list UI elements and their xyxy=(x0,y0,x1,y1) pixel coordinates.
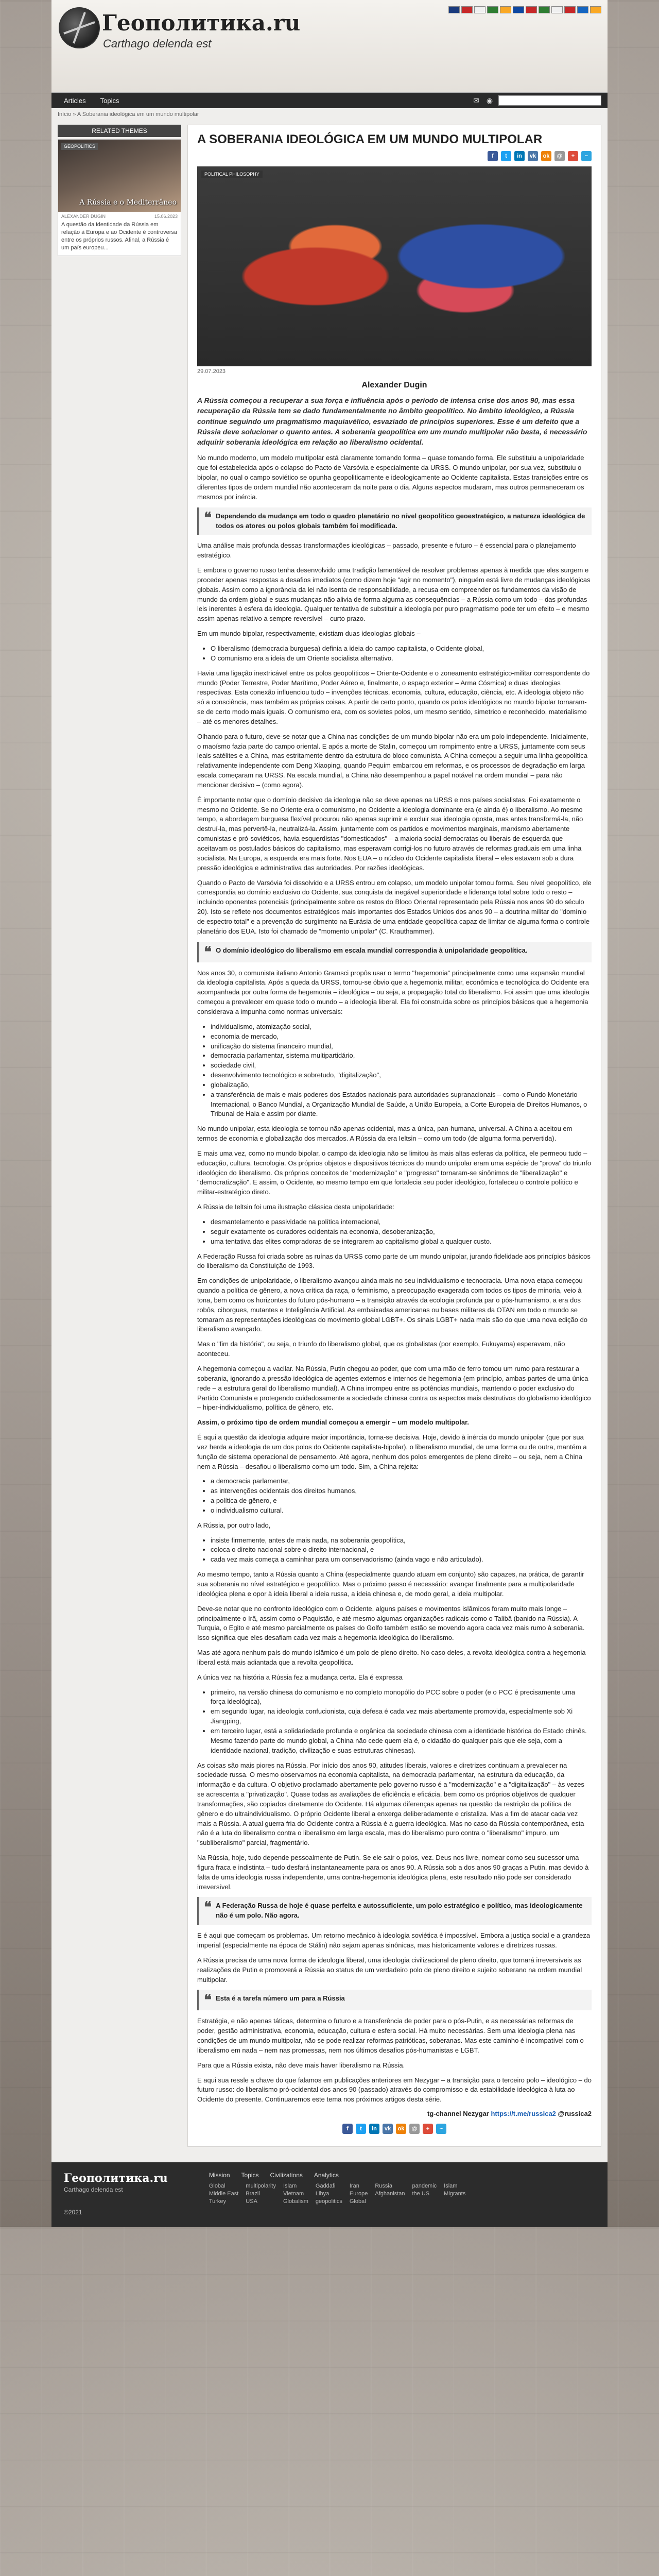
footer-logo[interactable]: Геополитика.ru xyxy=(64,2172,168,2185)
list-item: • globalização, xyxy=(211,1080,592,1090)
pull-quote-text: O domínio ideológico do liberalismo em escala mundial correspondia à unipolaridade geopolítica. xyxy=(216,946,528,954)
paragraph: Estratégia, e não apenas táticas, determina o futuro e a transferência de poder para o pós-Putin, e as necessárias reformas de poder, gestão administrativa, economia, educação, cultura e esfera social. Há muito necessárias. Sem uma ideologia plena nas condições de um mundo multipolar, não se pode realizar reformas patrióticas, soberanas. Mas este caminho é incompatível com o liberalismo em nada – nem nas promessas, nem nos últimos desafios pós-humanistas e LGBT. xyxy=(197,2017,584,2054)
quote-icon: ❝ xyxy=(204,1991,212,2009)
paragraph: Uma análise mais profunda dessas transformações ideológicas – passado, presente e futuro – é essencial para o planejamento estratégico. xyxy=(197,541,576,560)
language-flag-icon[interactable] xyxy=(487,6,498,13)
nav-topics[interactable]: Topics xyxy=(100,96,119,105)
share-button[interactable]: + xyxy=(423,2124,433,2134)
footer-tag-link[interactable]: pandemic xyxy=(412,2183,437,2190)
share-bar-bottom xyxy=(197,2124,592,2134)
paragraph: A Rússia de Ieltsin foi uma ilustração clássica desta unipolaridade: xyxy=(197,1203,394,1211)
paragraph: E embora o governo russo tenha desenvolvido uma tradição lamentável de resolver problemas apenas à medida que eles surgem e proceder apenas respostas a desafios imediatos (como dizem hoje "agir no momento"), ninguém está livre de mudanças ideológicas globais. Assim como a ignorância da lei não isenta de responsabilidade, a recusa em compreender os fundamentos da visão de mundo da ordem global e suas mudanças não alivia de forma alguma as consequências – a Rússia como um todo – das profundas leis inerentes à esfera da ideologia. Qualquer tentativa de substituir a ideologia por puro pragmatismo pode ter um efeito – e mesmo assim apenas relativo a sempre reversível – curto prazo. xyxy=(197,566,591,623)
paragraph: É aqui a questão da ideologia adquire maior importância, torna-se decisiva. Hoje, devido à inércia do mundo unipolar (que por sua vez herda a ideologia de um dos polos do Ocidente capitalista-bipolar), o liberalismo mundial, de uma forma ou de outra, mantém a função de sistema operacional de pensamento. Até agora, nenhum dos polos emergentes de pleno direito – ou seja, nem a China nem a Rússia – desafiou o liberalismo como um todo. Sim, a China rejeita: xyxy=(197,1433,587,1470)
list-item: • as intervenções ocidentais dos direitos humanos, xyxy=(211,1486,592,1496)
article-category-label[interactable]: POLITICAL PHILOSOPHY xyxy=(201,171,263,178)
paragraph: Olhando para o futuro, deve-se notar que a China nas condições de um mundo bipolar não era um polo independente. Inicialmente, o maoísmo fazia parte do campo oriental. E após a morte de Stalin, começou um rompimento entre a URSS, juntamente com seus leais satélites e a China, mas estritamente dentro da estrutura do bloco comunista. A China começou a seguir uma linha geopolítica relativamente independente com Deng Xiaoping, quando Pequim embarcou em reformas, e os processos de degradação em larga escala começaram na URSS. Na escala mundial, a China não desempenhou a papel notável na ordem mundial – para não mencionar decisivo – (como agora). xyxy=(197,732,588,789)
share-button[interactable]: + xyxy=(568,151,578,161)
footer-tag-link[interactable]: Europe xyxy=(349,2191,368,2197)
list-item: • a democracia parlamentar, xyxy=(211,1477,592,1486)
paragraph: Mas até agora nenhum país do mundo islâmico é um polo de pleno direito. No caso deles, a revolta ideológica contra a hegemonia liberal está mais adiantada que a revolta geopolítica. xyxy=(197,1649,586,1666)
paragraph: A única vez na história a Rússia fez a mudança certa. Ela é expressa xyxy=(197,1673,403,1681)
related-article-author[interactable]: ALEXANDER DUGIN xyxy=(61,214,106,219)
share-button[interactable]: vk xyxy=(383,2124,393,2134)
telegram-handle: @russica2 xyxy=(558,2110,592,2118)
paragraph: E aqui sua ressle a chave do que falamos em publicações anteriores em Nezygar – a transição para o terceiro polo – ideológico – do futuro russo: do liberalismo pró-ocidental dos anos 90 (passado) através do compromisso e da estabilidade ideológica à luta ao Ocidente do presente. Continuaremos este tema nos próximos artigos desta série. xyxy=(197,2076,592,2104)
paragraph: A hegemonia começou a vacilar. Na Rússia, Putin chegou ao poder, que com uma mão de ferro tomou um rumo para restaurar a soberania, ignorando a pressão ideológica de agentes externos e internos de hegemonia (em princípio, ambas partes de uma única rede – a estrutura geral do liberalismo mundial). A China irrompeu entre as potências mundiais, mantendo o poder exclusivo do Partido Comunista e protegendo cuidadosamente a sociedade chinesa contra os aspectos mais destrutivos do globalismo ideológico – hiper-individualismo, política de gênero, etc. xyxy=(197,1364,591,1412)
paragraph: A Rússia precisa de uma nova forma de ideologia liberal, uma ideologia civilizacional de pleno direito, que tornará irreversíveis as realizações de Putin e promoverá a Rússia ao status de um verdadeiro polo de pleno direito e sujeito soberano na ordem mundial multipolar. xyxy=(197,1956,582,1984)
bullet-list xyxy=(211,1022,592,1119)
article-hero-image xyxy=(197,166,592,366)
footer-tag-link[interactable]: Islam xyxy=(283,2183,297,2190)
site-title[interactable]: Геополитика.ru xyxy=(102,10,301,36)
paragraph: É importante notar que o domínio decisivo da ideologia não se deve apenas na URSS e nos países socialistas. Foi exatamente o mesmo no Ocidente. Se no Oriente era o comunismo, no Ocidente a ideologia dominante era (e ainda é) o liberalismo. Ao mesmo tempo, a abordagem burguesa flexível procurou não apenas suprimir e excluir sua ideologia oposta, mas antes transformá-la, não destruí-la, mas pervertê-la, neutralizá-la. Assim, juntamente com os partidos e movimentos marginais, marxismo abertamente comunistas e pró-soviéticos, havia esquerdistas "domesticados" – a maioria social-democratas ou liberais de esquerda que aceitavam os postulados básicos do capitalismo, mas esperavam corrigi-los no futuro através de reformas graduais em uma linha socialista. Na Europa, a esquerda era mais forte. Nos EUA – o núcleo do Ocidente capitalista liberal – eles estavam sob a dura pressão ideológica e administrativa das autoridades. Por razões ideológicas. xyxy=(197,795,583,872)
list-item: • seguir exatamente os curadores ocidentais na economia, desoberanização, xyxy=(211,1227,592,1237)
share-button[interactable]: in xyxy=(514,151,525,161)
language-flag-icon[interactable] xyxy=(590,6,601,13)
footer-tag-link[interactable]: Gaddafi xyxy=(315,2183,336,2190)
list-item: • o individualismo cultural. xyxy=(211,1506,592,1516)
footer-tag-link[interactable]: Middle East xyxy=(209,2191,239,2197)
telegram-link[interactable]: https://t.me/russica2 xyxy=(491,2110,556,2118)
list-item: • a transferência de mais e mais poderes dos Estados nacionais para autoridades supranacionais – como o Fundo Monetário Internacional, o Banco Mundial, a Organização Mundial de Saúde, a União Europeia, a Corte Europeia de Direitos Humanos, o Tribunal de Haia e assim por diante. xyxy=(211,1090,592,1120)
pull-quote xyxy=(197,507,592,535)
search-input[interactable] xyxy=(498,95,601,106)
paragraph: Deve-se notar que no confronto ideológico com o Ocidente, alguns países e movimentos islâmicos foram muito mais longe – principalmente o Irã, assim como o Paquistão, e até mesmo algumas organizações radicais como o Talibã (banido na Rússia). A Turquia, o Egito e até mesmo parcialmente os países do Golfo também estão se movendo agora cada vez mais rumo à soberania. Isso significa que eles desafiam cada vez mais a hegemonia ideológica do liberalismo. xyxy=(197,1604,585,1642)
article-author[interactable]: Alexander Dugin xyxy=(361,381,427,389)
list-item: • individualismo, atomização social, xyxy=(211,1022,592,1032)
nav-tools xyxy=(472,95,601,106)
nav-articles[interactable]: Articles xyxy=(64,96,86,105)
paragraph: Na Rússia, hoje, tudo depende pessoalmente de Putin. Se ele sair o polos, vez. Deus nos livre, nomear como seu sucessor uma figura fraca e indistinta – tudo desfará instantaneamente para os anos 90. A Rússia sob a dos anos 90 graças a Putin, mas devido à falta de uma ideologia russa independente, uma contra-hegemonia ideológica plena, este resultado não pode ser considerado irreversível. xyxy=(197,1854,589,1891)
footer-tag-link[interactable]: Afghanistan xyxy=(375,2191,405,2197)
list-item: • coloca o direito nacional sobre o direito internacional, e xyxy=(211,1545,592,1555)
content-area xyxy=(51,121,608,2162)
related-article-image[interactable] xyxy=(58,140,181,212)
language-flag-icon[interactable] xyxy=(564,6,576,13)
share-button[interactable]: vk xyxy=(528,151,538,161)
share-button[interactable]: @ xyxy=(409,2124,420,2134)
site-tagline: Carthago delenda est xyxy=(103,37,212,50)
list-item: • cada vez mais começa a caminhar para um conservadorismo (ainda vago e não articulado). xyxy=(211,1555,592,1565)
article-title: A SOBERANIA IDEOLÓGICA EM UM MUNDO MULTIPOLAR xyxy=(197,132,543,146)
footer-tag-link[interactable]: Vietnam xyxy=(283,2191,304,2197)
footer-links xyxy=(209,2172,466,2216)
mail-icon[interactable]: ✉ xyxy=(473,96,479,105)
share-button[interactable]: in xyxy=(369,2124,379,2134)
related-article-meta xyxy=(58,212,181,221)
related-article-card[interactable] xyxy=(58,139,181,256)
footer-tag-link[interactable]: Global xyxy=(209,2183,226,2190)
footer-tagline: Carthago delenda est xyxy=(64,2186,123,2194)
share-button[interactable]: ~ xyxy=(581,151,592,161)
paragraph: Ao mesmo tempo, tanto a Rússia quanto a China (especialmente quando atuam em conjunto) são capazes, na prática, de garantir sua soberania no nível estratégico e geopolítico. Mas o próximo passo é necessário: avançar finalmente para a multipolaridade ideológica plena e opor à ideia liberal a ideia russa, a ideia chinesa e, de modo geral, a ideia multipolar. xyxy=(197,1570,584,1598)
footer-nav-item[interactable]: Mission xyxy=(209,2172,230,2179)
paragraph: Em condições de unipolaridade, o liberalismo avançou ainda mais no seu individualismo e tecnocracia. Uma nova etapa começou quando a política de gênero, a nova crítica da raça, o feminismo, a preocupação exagerada com todos os tipos de minoria, veio à tona, bem como os horizontes do futuro pós-humano – a transição através da ecologia profunda par o pós-humanismo, a era dos robôs, ciborgues, mutantes e Inteligência Artificial. As embaixadas americanas ou bases militares da OTAN em todo o mundo se tornaram as representações ideológicas do movimento global LGBT+. Os sinais LGBT+ nada mais são do que uma nova edição do liberalismo avançado. xyxy=(197,1277,588,1333)
related-article-excerpt[interactable]: A questão da identidade da Rússia em relação à Europa e ao Ocidente é controversa entre os próprios russos. Afinal, a Rússia é um país europeu... xyxy=(61,222,178,251)
paragraph: Nos anos 30, o comunista italiano Antonio Gramsci propôs usar o termo "hegemonia" principalmente como uma expansão mundial da ideologia capitalista. Após a queda da URSS, tornou-se óbvio que a hegemonia militar, econômica e tecnológica do Ocidente era acompanhada por outra forma de hegemonia – ideológica – ou seja, a propagação total do liberalismo. Foi assim que uma ideologia começou a prevalecer em quase todo o mundo – a ideologia liberal. Ela foi construída sobre os princípios básicos que a hegemonia considerava a impunha como normas universais: xyxy=(197,969,589,1015)
main-nav xyxy=(51,93,608,108)
list-item: • primeiro, na versão chinesa do comunismo e no completo monopólio do PCC sobre o poder (e o PCC é precisamente uma força ideológica), xyxy=(211,1688,592,1707)
footer-tag-link[interactable]: Global xyxy=(349,2198,366,2205)
sidebar-title: RELATED THEMES xyxy=(58,125,181,137)
bullet-list xyxy=(211,1217,592,1247)
paragraph-bold: Assim, o próximo tipo de ordem mundial começou a emergir – um modelo multipolar. xyxy=(197,1418,470,1427)
footer-tags xyxy=(209,2183,466,2205)
rss-icon[interactable]: ◉ xyxy=(486,96,493,105)
footer-tag-link[interactable]: multipolarity xyxy=(246,2183,276,2190)
list-item: • democracia parlamentar, sistema multipartidário, xyxy=(211,1051,592,1061)
article xyxy=(187,125,601,2147)
share-button[interactable]: ok xyxy=(541,151,551,161)
footer-tag-link[interactable]: Turkey xyxy=(209,2198,227,2205)
pull-quote-text: Esta é a tarefa número um para a Rússia xyxy=(216,1994,345,2003)
quote-icon: ❝ xyxy=(204,509,212,526)
bullet-list xyxy=(211,1536,592,1565)
language-flag-icon[interactable] xyxy=(539,6,550,13)
article-lead: A Rússia começou a recuperar a sua força e influência após o período de intensa crise dos anos 90, mas essa recuperação da Rússia tem se dado fundamentalmente no âmbito geopolítico. No âmbito ideológico, a Rússia continue seguindo um pragmatismo maquiavélico, esvaziado de princípios superiores. Esse é um defeito que a Rússia deve solucionar o quanto antes. A soberania geopolítica em um mundo multipolar não basta, é necessário adquirir soberania ideológica em relação ao liberalismo ocidental. xyxy=(197,396,587,447)
bullet-list xyxy=(211,1477,592,1515)
footer-nav xyxy=(209,2172,466,2179)
paragraph: A Rússia, por outro lado, xyxy=(197,1521,271,1529)
list-item: • em segundo lugar, na ideologia confucionista, cuja defesa é cada vez mais abertamente promovida, especialmente sob Xi Jiangping, xyxy=(211,1707,592,1726)
related-article-category[interactable]: GEOPOLITICS xyxy=(61,143,98,150)
share-button[interactable]: @ xyxy=(554,151,565,161)
language-flag-icon[interactable] xyxy=(513,6,524,13)
pull-quote xyxy=(197,1897,592,1925)
language-flag-icon[interactable] xyxy=(474,6,485,13)
site-header xyxy=(51,0,608,93)
globe-logo-icon[interactable] xyxy=(59,7,100,48)
footer-tag-link[interactable]: Brazil xyxy=(246,2191,260,2197)
related-article-date: 15.06.2023 xyxy=(154,214,178,219)
share-button[interactable]: t xyxy=(501,151,511,161)
footer-brand xyxy=(64,2172,168,2216)
paragraph: Mas o "fim da história", ou seja, o triunfo do liberalismo global, que os globalistas (por exemplo, Fukuyama) esperavam, não aconteceu. xyxy=(197,1340,565,1358)
language-flag-icon[interactable] xyxy=(500,6,511,13)
quote-icon: ❝ xyxy=(204,1899,212,1916)
footer-nav-item[interactable]: Analytics xyxy=(314,2172,339,2179)
share-bar-top xyxy=(197,151,592,161)
list-item: • a política de gênero, e xyxy=(211,1496,592,1506)
list-item: • unificação do sistema financeiro mundial, xyxy=(211,1042,592,1052)
sidebar xyxy=(58,125,181,2147)
quote-icon: ❝ xyxy=(204,943,212,960)
share-button[interactable]: f xyxy=(342,2124,353,2134)
footer-tag-link[interactable]: geopolitics xyxy=(315,2198,342,2205)
list-item: • economia de mercado, xyxy=(211,1032,592,1042)
footer-nav-item[interactable]: Civilizations xyxy=(270,2172,303,2179)
list-item: • sociedade civil, xyxy=(211,1061,592,1071)
pull-quote xyxy=(197,942,592,962)
telegram-credit xyxy=(197,2110,592,2117)
share-button[interactable]: ok xyxy=(396,2124,406,2134)
paragraph: E é aqui que começam os problemas. Um retorno mecânico à ideologia soviética é impossível. Embora a justiça social e a grandeza imperial (especialmente na época de Stálin) não sejam apenas sinônicas, mas historicamente valores e diretrizes russas. xyxy=(197,1931,591,1950)
paragraph: A Federação Russa foi criada sobre as ruínas da URSS como parte de um mundo unipolar, jurando fidelidade aos princípios básicos do liberalismo da Constituição de 1993. xyxy=(197,1252,591,1270)
footer-tag-link[interactable]: Migrants xyxy=(444,2191,466,2197)
bullet-list xyxy=(211,644,592,664)
language-flag-icon[interactable] xyxy=(577,6,588,13)
language-flag-icon[interactable] xyxy=(526,6,537,13)
share-button[interactable]: t xyxy=(356,2124,366,2134)
pull-quote-text: Dependendo da mudança em todo o quadro planetário no nível geopolítico geoestratégico, a natureza ideológica de todos os atores ou polos globais também foi modificada. xyxy=(216,512,585,530)
footer-tag-link[interactable]: Libya xyxy=(315,2191,330,2197)
related-article-caption: A Rússia e o Mediterrâneo xyxy=(79,198,177,207)
footer-tag-link[interactable]: the US xyxy=(412,2191,430,2197)
list-item: • insiste firmemente, antes de mais nada, na soberania geopolítica, xyxy=(211,1536,592,1546)
paragraph: Em um mundo bipolar, respectivamente, existiam duas ideologias globais – xyxy=(197,630,421,638)
footer-tag-link[interactable]: Globalism xyxy=(283,2198,308,2205)
footer-tag-link[interactable]: Iran xyxy=(349,2183,359,2190)
language-flag-icon[interactable] xyxy=(448,6,460,13)
language-flag-icon[interactable] xyxy=(461,6,473,13)
list-item: • O liberalismo (democracia burguesa) definia a ideia do campo capitalista, o Ocidente global, xyxy=(211,644,592,654)
paragraph: Quando o Pacto de Varsóvia foi dissolvido e a URSS entrou em colapso, um modelo unipolar tomou forma. Seu nível geopolítico, ele correspondia ao domínio exclusivo do Ocidente, sua conquista da inegável superioridade e liderança total sobre todo o resto – incluindo oponentes potenciais (principalmente sobre os restos do Bloco Oriental representado pela Rússia nos anos 90 do século 20). Isto se reflete nos documentos estratégicos mais importantes dos Estados Unidos dos anos 90 – a doutrina militar do "domínio de espectro total" e a prevenção do surgimento na Eurásia de uma entidade geopolítica capaz de limitar de alguma forma o controle planetário dos EUA. Isto foi chamado de "momento unipolar" (C. Krauthammer). xyxy=(197,878,592,935)
footer-nav-item[interactable]: Topics xyxy=(241,2172,259,2179)
article-date: 29.07.2023 xyxy=(197,368,226,375)
list-item: • desmantelamento e passividade na política internacional, xyxy=(211,1217,592,1227)
language-flag-icon[interactable] xyxy=(551,6,563,13)
site-footer xyxy=(51,2162,608,2227)
telegram-channel-label: tg-channel Nezygar xyxy=(427,2110,489,2118)
share-button[interactable]: f xyxy=(488,151,498,161)
pull-quote xyxy=(197,1990,592,2010)
paragraph: Para que a Rússia exista, não deve mais haver liberalismo na Rússia. xyxy=(197,2061,405,2069)
paragraph: Havia uma ligação inextricável entre os polos geopolíticos – Oriente-Ocidente e o zoneamento estratégico-militar correspondente do mundo (Poder Terrestre, Poder Marítimo, Poder Aéreo e, finalmente, o espaço exterior – Arma Cósmica) e duas ideologias respectivas. Esta conexão influenciou tudo – invenções técnicas, economia, cultura, educação, ciência, etc. A ideologia objeto não só a consciência, mas também as próprias coisas. A partir de certo ponto, quando os polos ideológicos no mundo bipolar tornaram-se de certo modo mais iguais. O comunismo era, com os sovietes polos, um mesmo sentido, simetrico e reconhecido, materialismo – até os menores detalhes. xyxy=(197,669,590,725)
list-item: • desenvolvimento tecnológico e sobretudo, "digitalização", xyxy=(211,1071,592,1080)
pull-quote-text: A Federação Russa de hoje é quase perfeita e autossuficiente, um polo estratégico e político, mas ideologicamente não é um polo. Não agora. xyxy=(216,1902,583,1920)
language-flags xyxy=(448,6,601,13)
footer-copyright: ©2021 xyxy=(64,2209,82,2216)
bullet-list xyxy=(211,1688,592,1756)
footer-tag-link[interactable]: Islam xyxy=(444,2183,458,2190)
paragraph: No mundo moderno, um modelo multipolar está claramente tomando forma – quase tomando forma. Ele substituiu a unipolaridade que foi estabelecida após o colapso do Pacto de Varsóvia e especialmente da URSS. O mundo unipolar, por sua vez, substituiu o bipolar, no qual o campo soviético se opunha geopoliticamente e ideologicamente ao Ocidente capitalista. Estas transições entre os diferentes tipos de ordem mundial não aconteceram da noite para o dia. Alguns aspectos mudaram, mas outros permaneceram os mesmos por inércia. xyxy=(197,454,588,501)
footer-tag-link[interactable]: Russia xyxy=(375,2183,392,2190)
page xyxy=(51,0,608,2227)
paragraph: E mais uma vez, como no mundo bipolar, o campo da ideologia não se limitou às mais altas esferas da política, ele permeou tudo – educação, cultura, tecnologia. Os próprios objetos e dispositivos técnicos do mundo unipolar eram uma espécie de "prova" do triunfo ideológico do liberalismo. Os próprios conceitos de "modernização" e "progresso" tornaram-se sinônimos de "liberalização" e "democratização". E assim, o Ocidente, ao mesmo tempo em que fortalecia seu poder ideológico, fortaleceu o controle político e militar-estratégico direto. xyxy=(197,1149,592,1196)
share-button[interactable]: ~ xyxy=(436,2124,446,2134)
footer-tag-link[interactable]: USA xyxy=(246,2198,257,2205)
breadcrumb[interactable]: Início » A Soberania ideológica em um mundo multipolar xyxy=(51,108,608,121)
list-item: • uma tentativa das elites compradoras de se integrarem ao capitalismo global a qualquer custo. xyxy=(211,1237,592,1247)
list-item: • O comunismo era a ideia de um Oriente socialista alternativo. xyxy=(211,654,592,664)
list-item: • em terceiro lugar, está a solidariedade profunda e orgânica da sociedade chinesa com a identidade histórica do Estado chinês. Mesmo fazendo parte do mundo global, a China não cede quem ela é, o cidadão do qualquer país que ele seja, com a identidade nacional, tradição, civilização e suas estruturas chinesas). xyxy=(211,1726,592,1756)
paragraph: As coisas são mais piores na Rússia. Por início dos anos 90, atitudes liberais, valores e diretrizes continuam a prevalecer na sociedade russa. O mesmo observamos na economia capitalista, na democracia parlamentar, na estrutura da educação, da informação e da cultura. O objetivo proclamado abertamente pelo governo russo é a "modernização" e a "digitalização" – às vezes se acrescenta a "privatização". Quase todas as avaliações de eficiência e eficácia, bem como os próprios objetivos de qualquer transformações, são copiados diretamente do Ocidente. Há algumas diferenças apenas na questão da restrição da política de gênero e do ultraindividualismo. O próprio Ocidente liberal a enxerga deliberadamente e cristaliza. Mas a fim de atacar cada vez mais a Rússia. A atual guerra fria do Ocidente contra a Rússia é a guerra ideológica. Mas no caso da Rússia contemporânea, esta não é a luta do liberalismo contra o liberalismo em larga escala, mas do liberalismo puro contra o "liberalismo" impuro, um "subliberalismo" parcial, fragmentário. xyxy=(197,1761,584,1847)
paragraph: No mundo unipolar, esta ideologia se tornou não apenas ocidental, mas a única, pan-humana, universal. A China a aceitou em termos de economia e globalização dos mercados. A Rússia da era Ieltsin – como um todo (de alguma forma pervertida). xyxy=(197,1125,573,1143)
